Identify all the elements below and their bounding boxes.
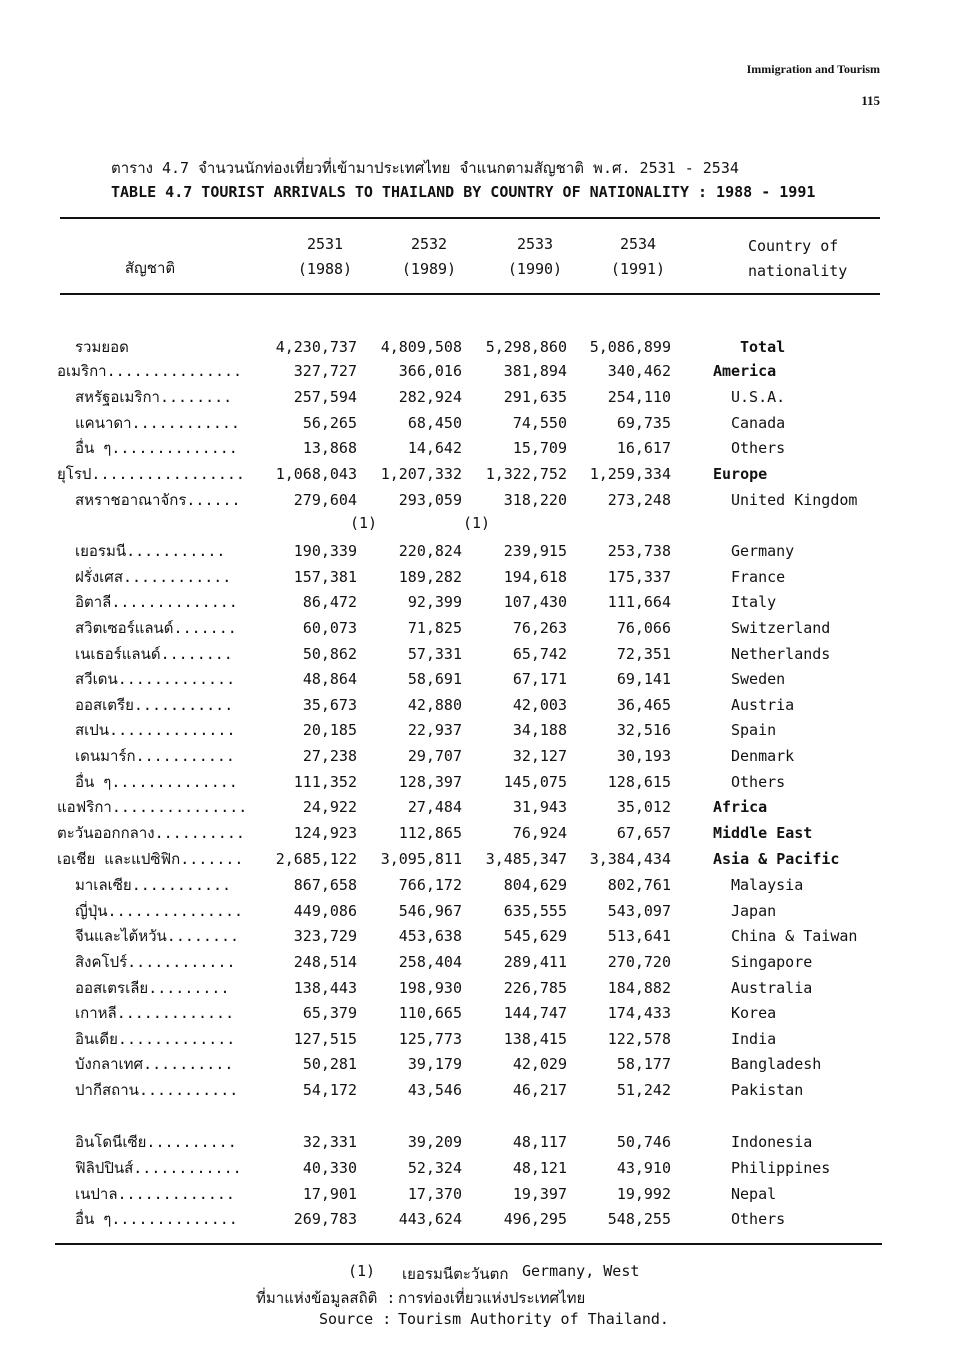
header-year-ad: (1989) [401, 260, 457, 278]
row-value-1991: 72,351 [616, 645, 671, 663]
row-label-en: Others [731, 1210, 786, 1228]
row-value-1990: 76,924 [512, 824, 567, 842]
footnote-text-en: Germany, West [522, 1262, 640, 1280]
row-value-1990: 289,411 [503, 953, 567, 971]
page-number: 115 [861, 93, 880, 108]
row-value-1990: 15,709 [512, 439, 567, 457]
row-value-1990: 3,485,347 [485, 850, 567, 868]
row-label-en: Others [731, 773, 786, 791]
row-value-1991: 543,097 [607, 902, 671, 920]
row-value-1989: 52,324 [407, 1159, 462, 1177]
row-value-1990: 65,742 [512, 645, 567, 663]
row-value-1990: 291,635 [503, 388, 567, 406]
header-nationality-th: สัญชาติ [124, 259, 176, 277]
row-label-en: Others [731, 439, 786, 457]
row-value-1990: 239,915 [503, 542, 567, 560]
row-value-1990: 42,029 [512, 1055, 567, 1073]
row-value-1989: 68,450 [407, 414, 462, 432]
row-label-th: ปากีสถาน........... [75, 1081, 239, 1099]
row-label-th: เยอรมนี........... [75, 542, 226, 560]
row-label-th: ฟิลิปปินส์............ [75, 1159, 242, 1177]
row-value-1989: 766,172 [398, 876, 462, 894]
row-label-en: Netherlands [731, 645, 831, 663]
row-value-1988: 32,331 [302, 1133, 357, 1151]
row-label-th: เอเชีย และแปซิฟิก....... [57, 850, 244, 868]
row-value-1989: 39,209 [407, 1133, 462, 1151]
row-value-1989: 39,179 [407, 1055, 462, 1073]
row-value-1991: 513,641 [607, 927, 671, 945]
row-value-1989: 220,824 [398, 542, 462, 560]
row-value-1989: 258,404 [398, 953, 462, 971]
row-value-1989: 4,809,508 [380, 338, 462, 356]
row-label-th: ออสเตรีย........... [75, 696, 234, 714]
table-header-rule [60, 293, 880, 295]
row-label-th: สเปน.............. [75, 721, 236, 739]
row-value-1989: 366,016 [398, 362, 462, 380]
row-value-1989: 27,484 [407, 798, 462, 816]
row-value-1988: 13,868 [302, 439, 357, 457]
header-year-be: 2532 [410, 235, 448, 253]
row-value-1990: 381,894 [503, 362, 567, 380]
row-label-th: อินโดนีเซีย.......... [75, 1133, 237, 1151]
source-label-en: Source : [319, 1310, 392, 1328]
row-value-1990: 194,618 [503, 568, 567, 586]
row-label-en: Europe [713, 465, 768, 483]
row-value-1988: 40,330 [302, 1159, 357, 1177]
row-value-1988: 248,514 [293, 953, 357, 971]
row-value-1988: 65,379 [302, 1004, 357, 1022]
row-value-1991: 16,617 [616, 439, 671, 457]
row-value-1989: 293,059 [398, 491, 462, 509]
row-label-th: ตะวันออกกลาง.......... [57, 824, 245, 842]
row-value-1990: 42,003 [512, 696, 567, 714]
row-value-1990: 32,127 [512, 747, 567, 765]
row-value-1990: 67,171 [512, 670, 567, 688]
row-label-th: สวิตเซอร์แลนด์....... [75, 619, 237, 637]
row-label-th: ฝรั่งเศส............ [75, 568, 232, 586]
row-value-1988: 50,862 [302, 645, 357, 663]
row-value-1990: 496,295 [503, 1210, 567, 1228]
row-value-1989: 125,773 [398, 1030, 462, 1048]
row-value-1989: 1,207,332 [380, 465, 462, 483]
row-value-1991: 802,761 [607, 876, 671, 894]
row-label-th: ออสเตรเลีย......... [75, 979, 230, 997]
row-value-1990: 31,943 [512, 798, 567, 816]
row-value-1989: 17,370 [407, 1185, 462, 1203]
row-value-1990: 226,785 [503, 979, 567, 997]
row-value-1991: 5,086,899 [589, 338, 671, 356]
row-value-1988: 60,073 [302, 619, 357, 637]
row-value-1988: 867,658 [293, 876, 357, 894]
row-value-1989: 57,331 [407, 645, 462, 663]
row-value-1988: 2,685,122 [275, 850, 357, 868]
row-label-th: อิตาลี.............. [75, 593, 238, 611]
row-label-th: เกาหลี............. [75, 1004, 235, 1022]
row-label-en: Australia [731, 979, 813, 997]
source-label-th: ที่มาแห่งข้อมูลสถิติ : [256, 1289, 396, 1307]
row-label-th: สหรัฐอเมริกา........ [75, 388, 233, 406]
source-text-th: การท่องเที่ยวแห่งประเทศไทย [398, 1289, 586, 1307]
row-value-1988: 138,443 [293, 979, 357, 997]
row-value-1989: 43,546 [407, 1081, 462, 1099]
row-value-1989: 453,638 [398, 927, 462, 945]
row-value-1991: 174,433 [607, 1004, 671, 1022]
row-value-1988: 1,068,043 [275, 465, 357, 483]
row-value-1989: 58,691 [407, 670, 462, 688]
row-value-1990: 804,629 [503, 876, 567, 894]
row-value-1988: 124,923 [293, 824, 357, 842]
row-value-1991: 30,193 [616, 747, 671, 765]
row-label-en: United Kingdom [731, 491, 858, 509]
row-value-1991: 50,746 [616, 1133, 671, 1151]
row-label-th: ญี่ปุ่น............... [75, 902, 244, 920]
row-value-1991: 548,255 [607, 1210, 671, 1228]
row-label-en: China & Taiwan [731, 927, 858, 945]
row-value-1990: 46,217 [512, 1081, 567, 1099]
row-value-1991: 69,141 [616, 670, 671, 688]
row-value-1988: 127,515 [293, 1030, 357, 1048]
row-value-1988: 27,238 [302, 747, 357, 765]
row-label-en: America [713, 362, 777, 380]
row-value-1990: 145,075 [503, 773, 567, 791]
row-label-th: อื่น ๆ.............. [75, 1210, 238, 1228]
row-label-th: แคนาดา............ [75, 414, 240, 432]
row-label-en: Denmark [731, 747, 795, 765]
row-label-th: อินเดีย............. [75, 1030, 236, 1048]
header-year-be: 2534 [619, 235, 657, 253]
row-label-en: U.S.A. [731, 388, 786, 406]
header-year-ad: (1990) [507, 260, 563, 278]
row-value-1988: 48,864 [302, 670, 357, 688]
row-value-1991: 43,910 [616, 1159, 671, 1177]
running-head: Immigration and Tourism [746, 62, 880, 76]
footnote-mark: (1) [463, 514, 491, 532]
row-label-th: รวมยอด [75, 338, 129, 356]
row-label-en: Total [740, 338, 786, 356]
table-caption-english: TABLE 4.7 TOURIST ARRIVALS TO THAILAND BY COUNTRY OF NATIONALITY : 1988 - 1991 [111, 183, 816, 201]
row-value-1991: 270,720 [607, 953, 671, 971]
row-value-1990: 74,550 [512, 414, 567, 432]
header-country-en: nationality [748, 262, 848, 280]
row-value-1990: 107,430 [503, 593, 567, 611]
row-value-1991: 36,465 [616, 696, 671, 714]
row-value-1990: 48,117 [512, 1133, 567, 1151]
footnote-mark: (1) [350, 514, 378, 532]
footnote-text-th: เยอรมนีตะวันตก [402, 1265, 509, 1283]
header-country-en: Country of [748, 237, 839, 255]
row-label-th: สหราชอาณาจักร...... [75, 491, 241, 509]
row-value-1988: 327,727 [293, 362, 357, 380]
row-label-th: สวีเดน............. [75, 670, 236, 688]
footnote-mark: (1) [348, 1262, 376, 1280]
table-caption-thai: ตาราง 4.7 จำนวนนักท่องเที่ยวที่เข้ามาประเทศไทย จำแนกตามสัญชาติ พ.ศ. 2531 - 2534 [111, 159, 739, 177]
row-value-1991: 253,738 [607, 542, 671, 560]
row-label-en: Korea [731, 1004, 777, 1022]
row-label-th: จีนและไต้หวัน........ [75, 927, 240, 945]
row-value-1990: 545,629 [503, 927, 567, 945]
row-value-1988: 20,185 [302, 721, 357, 739]
header-year-be: 2531 [306, 235, 344, 253]
row-value-1990: 318,220 [503, 491, 567, 509]
table-top-rule [60, 217, 880, 219]
row-value-1991: 122,578 [607, 1030, 671, 1048]
row-value-1989: 42,880 [407, 696, 462, 714]
table-bottom-rule [55, 1243, 882, 1245]
row-value-1990: 19,397 [512, 1185, 567, 1203]
row-value-1989: 128,397 [398, 773, 462, 791]
row-label-en: Philippines [731, 1159, 831, 1177]
row-label-en: Italy [731, 593, 777, 611]
row-label-en: Japan [731, 902, 777, 920]
row-value-1991: 1,259,334 [589, 465, 671, 483]
header-year-ad: (1988) [297, 260, 353, 278]
row-value-1988: 35,673 [302, 696, 357, 714]
row-value-1990: 48,121 [512, 1159, 567, 1177]
row-value-1989: 112,865 [398, 824, 462, 842]
row-label-en: Austria [731, 696, 795, 714]
row-value-1988: 86,472 [302, 593, 357, 611]
row-label-en: Spain [731, 721, 777, 739]
row-label-en: Indonesia [731, 1133, 813, 1151]
row-value-1991: 58,177 [616, 1055, 671, 1073]
row-value-1991: 340,462 [607, 362, 671, 380]
row-label-th: สิงคโปร์............ [75, 953, 236, 971]
row-value-1988: 54,172 [302, 1081, 357, 1099]
row-value-1988: 157,381 [293, 568, 357, 586]
row-value-1991: 35,012 [616, 798, 671, 816]
header-year-ad: (1991) [610, 260, 666, 278]
row-label-th: แอฟริกา............... [57, 798, 248, 816]
row-value-1989: 282,924 [398, 388, 462, 406]
row-value-1990: 635,555 [503, 902, 567, 920]
row-value-1989: 71,825 [407, 619, 462, 637]
row-value-1988: 269,783 [293, 1210, 357, 1228]
row-label-th: อื่น ๆ.............. [75, 773, 238, 791]
row-value-1990: 76,263 [512, 619, 567, 637]
row-label-en: Malaysia [731, 876, 804, 894]
row-label-th: เดนมาร์ก........... [75, 747, 235, 765]
row-label-en: Nepal [731, 1185, 777, 1203]
row-label-en: Sweden [731, 670, 786, 688]
row-label-en: India [731, 1030, 777, 1048]
row-label-th: เนปาล............. [75, 1185, 235, 1203]
row-value-1990: 5,298,860 [485, 338, 567, 356]
row-label-th: เนเธอร์แลนด์........ [75, 645, 233, 663]
row-value-1990: 144,747 [503, 1004, 567, 1022]
row-value-1990: 138,415 [503, 1030, 567, 1048]
row-value-1991: 175,337 [607, 568, 671, 586]
row-label-en: Middle East [713, 824, 813, 842]
row-value-1991: 111,664 [607, 593, 671, 611]
row-value-1990: 34,188 [512, 721, 567, 739]
row-value-1988: 190,339 [293, 542, 357, 560]
row-value-1989: 198,930 [398, 979, 462, 997]
row-value-1989: 546,967 [398, 902, 462, 920]
row-label-en: Canada [731, 414, 786, 432]
row-value-1991: 51,242 [616, 1081, 671, 1099]
row-value-1988: 56,265 [302, 414, 357, 432]
row-label-en: Africa [713, 798, 768, 816]
row-value-1991: 69,735 [616, 414, 671, 432]
row-value-1991: 254,110 [607, 388, 671, 406]
row-value-1988: 279,604 [293, 491, 357, 509]
row-label-th: บังกลาเทศ.......... [75, 1055, 234, 1073]
row-label-en: France [731, 568, 786, 586]
row-value-1988: 111,352 [293, 773, 357, 791]
row-value-1991: 32,516 [616, 721, 671, 739]
row-label-en: Switzerland [731, 619, 831, 637]
row-value-1991: 3,384,434 [589, 850, 671, 868]
row-value-1989: 14,642 [407, 439, 462, 457]
row-value-1988: 4,230,737 [275, 338, 357, 356]
row-value-1988: 449,086 [293, 902, 357, 920]
row-label-en: Bangladesh [731, 1055, 822, 1073]
row-label-en: Asia & Pacific [713, 850, 840, 868]
row-value-1991: 128,615 [607, 773, 671, 791]
row-label-en: Singapore [731, 953, 813, 971]
row-label-th: มาเลเซีย........... [75, 876, 232, 894]
row-value-1988: 257,594 [293, 388, 357, 406]
row-value-1991: 273,248 [607, 491, 671, 509]
row-label-en: Germany [731, 542, 795, 560]
row-value-1991: 184,882 [607, 979, 671, 997]
row-label-en: Pakistan [731, 1081, 804, 1099]
row-value-1989: 22,937 [407, 721, 462, 739]
header-year-be: 2533 [516, 235, 554, 253]
row-value-1991: 76,066 [616, 619, 671, 637]
row-value-1989: 92,399 [407, 593, 462, 611]
row-label-th: ยุโรป................. [57, 465, 245, 483]
row-label-th: อื่น ๆ.............. [75, 439, 238, 457]
row-value-1989: 110,665 [398, 1004, 462, 1022]
row-value-1988: 323,729 [293, 927, 357, 945]
row-value-1988: 50,281 [302, 1055, 357, 1073]
row-value-1990: 1,322,752 [485, 465, 567, 483]
row-value-1988: 24,922 [302, 798, 357, 816]
row-label-th: อเมริกา............... [57, 362, 243, 380]
row-value-1989: 3,095,811 [380, 850, 462, 868]
row-value-1989: 189,282 [398, 568, 462, 586]
row-value-1989: 443,624 [398, 1210, 462, 1228]
source-text-en: Tourism Authority of Thailand. [398, 1310, 669, 1328]
row-value-1991: 19,992 [616, 1185, 671, 1203]
row-value-1991: 67,657 [616, 824, 671, 842]
row-value-1989: 29,707 [407, 747, 462, 765]
row-value-1988: 17,901 [302, 1185, 357, 1203]
